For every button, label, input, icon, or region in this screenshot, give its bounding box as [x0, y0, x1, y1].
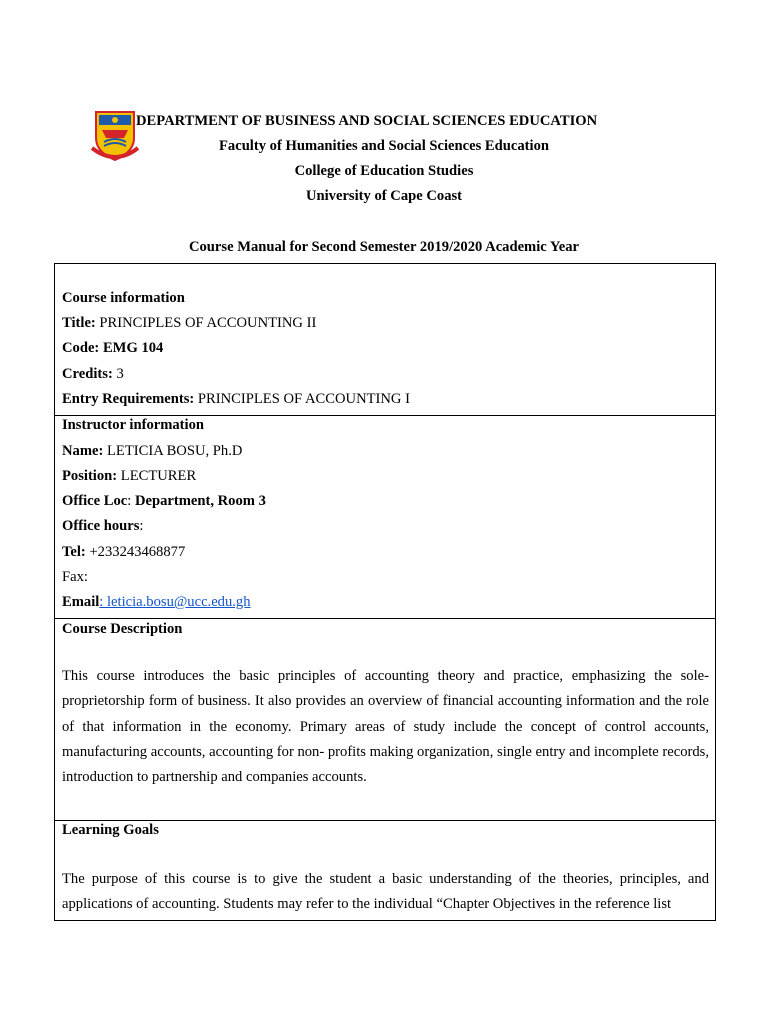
course-description-heading: Course Description	[62, 621, 183, 637]
entry-value: PRINCIPLES OF ACCOUNTING I	[194, 391, 410, 407]
university-crest-logo	[90, 108, 140, 164]
course-code: Code: EMG 104	[62, 340, 164, 356]
hours-colon: :	[139, 518, 144, 534]
university-heading: University of Cape Coast	[305, 188, 463, 204]
name-label: Name:	[62, 443, 104, 459]
position-value: LECTURER	[117, 468, 197, 484]
position-row	[62, 467, 196, 485]
tel-row	[62, 543, 185, 561]
tel-label: Tel:	[62, 544, 86, 560]
college-heading: College of Education Studies	[294, 163, 474, 179]
credits-value: 3	[112, 366, 124, 382]
manual-title: Course Manual for Second Semester 2019/2020 Academic Year	[188, 239, 580, 255]
title-value: PRINCIPLES OF ACCOUNTING II	[95, 315, 317, 331]
office-label: Office Loc	[62, 493, 128, 509]
credits-label: Credits:	[62, 366, 113, 382]
name-value: LETICIA BOSU, Ph.D	[103, 443, 243, 459]
office-hours-row	[62, 517, 143, 535]
hours-label: Office hours	[62, 518, 140, 534]
course-description-text: This course introduces the basic principles of accounting theory and practice, emphasizing the sole-proprietorship form of business. It also provides an overview of financial accounting information and the role of that information in the economy. Primary areas of study include the concept of control accounts, manufacturing accounts, accounting for non- profits making organization, single entry and incomplete records, introduction to partnership and companies accounts.	[62, 668, 709, 786]
credits-row	[62, 365, 124, 383]
instructor-info-section	[54, 415, 716, 618]
department-heading: DEPARTMENT OF BUSINESS AND SOCIAL SCIENCES EDUCATION	[136, 113, 598, 129]
learning-goals-text: The purpose of this course is to give the student a basic understanding of the theories, principles, and applications of accounting. Students may refer to the individual “Chapter Objectives in the reference list	[62, 871, 709, 913]
tel-value: +233243468877	[85, 544, 186, 560]
faculty-heading: Faculty of Humanities and Social Sciences Education	[219, 138, 549, 154]
instructor-name-row	[62, 442, 242, 460]
learning-goals-heading: Learning Goals	[62, 822, 159, 838]
course-description-section	[54, 618, 716, 820]
entry-label: Entry Requirements:	[62, 391, 195, 407]
email-row	[62, 593, 251, 611]
course-info-heading: Course information	[62, 290, 185, 306]
email-link[interactable]: : leticia.bosu@ucc.edu.gh	[99, 594, 251, 610]
instructor-info-heading: Instructor information	[62, 417, 205, 433]
course-info-section	[54, 263, 716, 415]
position-label: Position:	[62, 468, 118, 484]
entry-requirements-row	[62, 390, 410, 408]
learning-goals-section	[54, 820, 716, 921]
email-label: Email	[62, 594, 100, 610]
office-value: Department, Room 3	[131, 493, 266, 509]
title-label: Title:	[62, 315, 96, 331]
course-title-row	[62, 314, 316, 332]
office-colon: :	[127, 493, 132, 509]
office-location-row	[62, 492, 266, 510]
fax-label: Fax:	[62, 569, 88, 585]
